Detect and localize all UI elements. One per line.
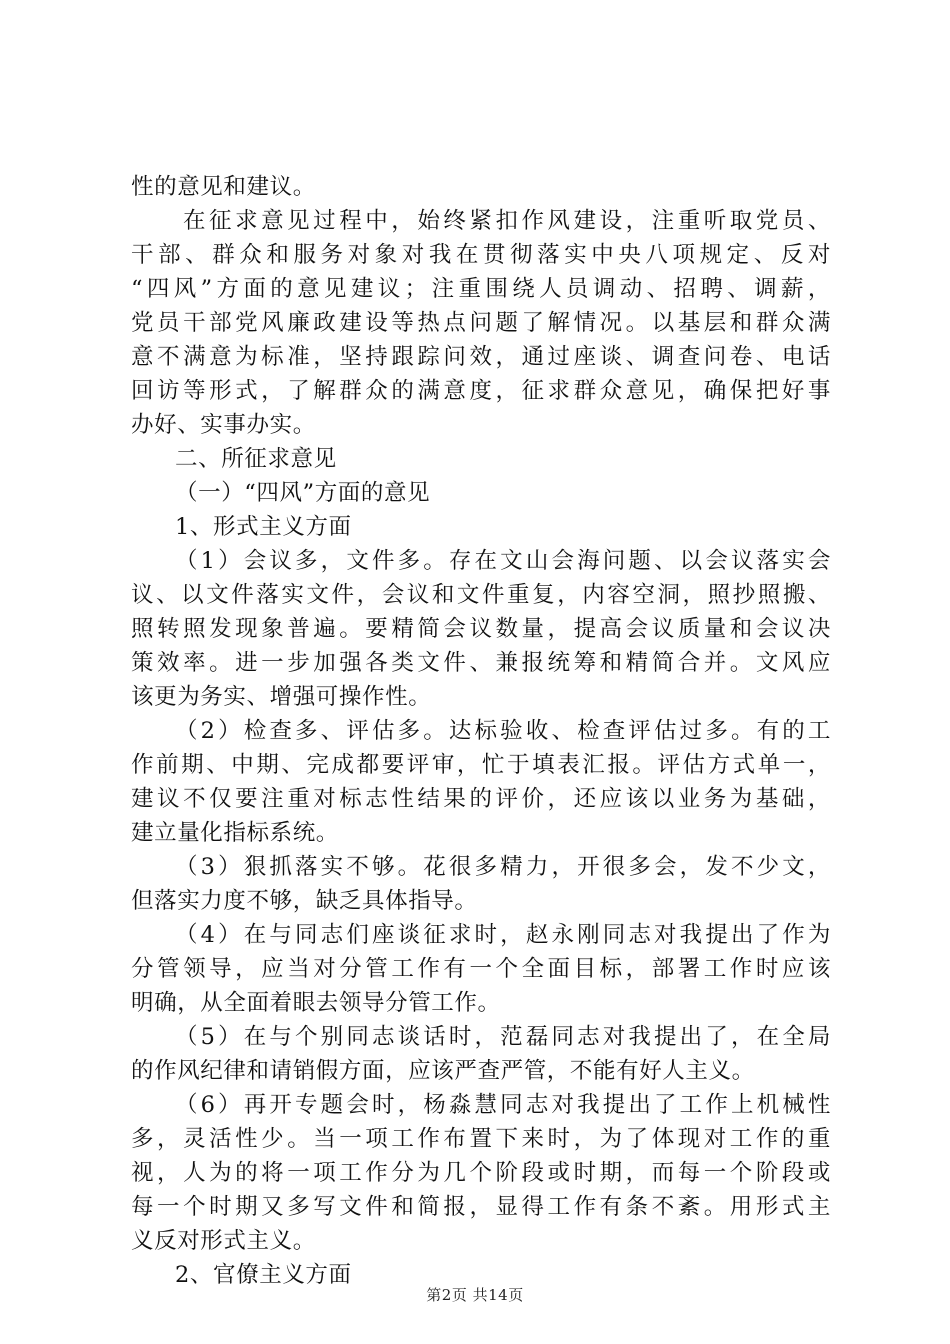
- text-line: 明确，从全面着眼去领导分管工作。: [131, 990, 501, 1016]
- text-line: 照转照发现象普遍。要精简会议数量，提高会议质量和会议决: [131, 616, 831, 642]
- text-line: （3）狠抓落实不够。花很多精力，开很多会，发不少文，: [175, 854, 831, 880]
- text-line: （2）检查多、评估多。达标验收、检查评估过多。有的工: [175, 718, 831, 744]
- text-line: 分管领导，应当对分管工作有一个全面目标，部署工作时应该: [131, 956, 831, 982]
- text-line: 视，人为的将一项工作分为几个阶段或时期，而每一个阶段或: [131, 1160, 831, 1186]
- text-line: （1）会议多，文件多。存在文山会海问题、以会议落实会: [175, 548, 831, 574]
- text-line: 但落实力度不够，缺乏具体指导。: [131, 888, 478, 914]
- text-line: 义反对形式主义。: [131, 1228, 316, 1254]
- text-line: 干部、群众和服务对象对我在贯彻落实中央八项规定、反对: [131, 242, 831, 268]
- text-line: 策效率。进一步加强各类文件、兼报统筹和精简合并。文风应: [131, 650, 831, 676]
- text-line: 建立量化指标系统。: [131, 820, 339, 846]
- text-line: 该更为务实、增强可操作性。: [131, 684, 432, 710]
- text-line: （5）在与个别同志谈话时，范磊同志对我提出了，在全局: [175, 1024, 831, 1050]
- text-line: 的作风纪律和请销假方面，应该严查严管，不能有好人主义。: [131, 1058, 755, 1084]
- page-number-footer: 第2页 共14页: [426, 1286, 524, 1304]
- text-line: 在征求意见过程中，始终紧扣作风建设，注重听取党员、: [183, 208, 831, 234]
- text-line: 意不满意为标准，坚持跟踪问效，通过座谈、调查问卷、电话: [131, 344, 831, 370]
- item-heading: 2、官僚主义方面: [175, 1262, 352, 1288]
- text-line: 多，灵活性少。当一项工作布置下来时，为了体现对工作的重: [131, 1126, 831, 1152]
- item-heading: 1、形式主义方面: [175, 514, 352, 540]
- text-line: 党员干部党风廉政建设等热点问题了解情况。以基层和群众满: [131, 310, 831, 336]
- text-line: （6）再开专题会时，杨淼慧同志对我提出了工作上机械性: [175, 1092, 831, 1118]
- text-line: 性的意见和建议。: [131, 174, 316, 200]
- subsection-heading: （一）“四风”方面的意见: [175, 480, 431, 506]
- text-line: 议、以文件落实文件，会议和文件重复，内容空洞，照抄照搬、: [131, 582, 831, 608]
- text-line: “四风”方面的意见建议；注重围绕人员调动、招聘、调薪，: [131, 276, 831, 302]
- text-line: （4）在与同志们座谈征求时，赵永刚同志对我提出了作为: [175, 922, 831, 948]
- text-line: 作前期、中期、完成都要评审，忙于填表汇报。评估方式单一，: [131, 752, 831, 778]
- text-line: 每一个时期又多写文件和简报，显得工作有条不紊。用形式主: [131, 1194, 831, 1220]
- text-line: 回访等形式，了解群众的满意度，征求群众意见，确保把好事: [131, 378, 831, 404]
- text-line: 建议不仅要注重对标志性结果的评价，还应该以业务为基础，: [131, 786, 831, 812]
- text-line: 办好、实事办实。: [131, 412, 316, 438]
- section-heading: 二、所征求意见: [175, 446, 337, 472]
